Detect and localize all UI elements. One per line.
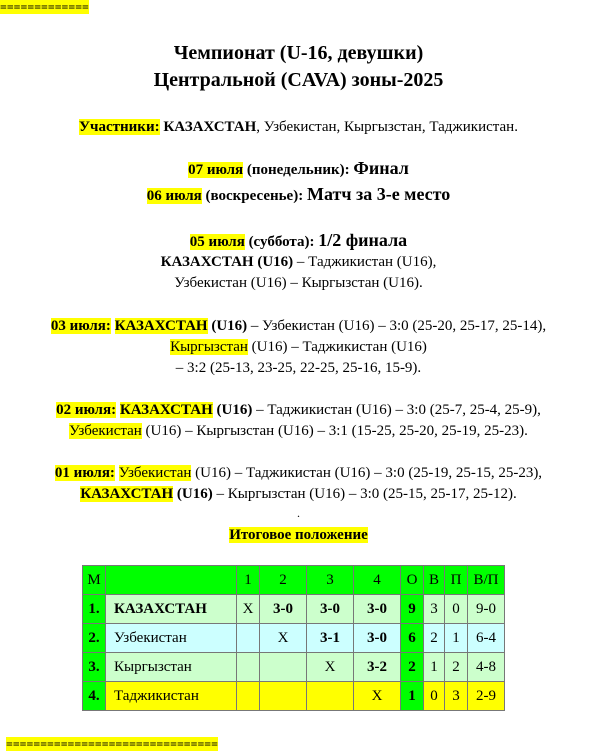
day1-l1-rest: (U16) – Таджикистан (U16) – 3:0 (25-19, 25-15, 25-23), — [191, 465, 543, 481]
row-place: 3. — [83, 653, 106, 682]
day3-line-1 — [0, 316, 597, 336]
row-cell — [260, 653, 307, 682]
row-cell — [307, 682, 354, 711]
semis-match-2: Узбекистан (U16) – Кыргызстан (U16). — [174, 275, 423, 291]
day3-kz: КАЗАХСТАН — [114, 318, 208, 334]
semis-m1-rest: – Таджикистан (U16), — [293, 254, 437, 270]
row-team: Кыргызстан — [106, 653, 237, 682]
title-line-2: Центральной (CAVA) зоны-2025 — [153, 69, 444, 91]
row-place: 1. — [83, 595, 106, 624]
row-points: 2 — [401, 653, 424, 682]
standings-table — [82, 565, 505, 711]
participants-rest: , Узбекистан, Кыргызстан, Таджикистан. — [256, 119, 518, 135]
day3-l1-rest: – Узбекистан (U16) – 3:0 (25-20, 25-17, 25-14), — [247, 318, 547, 334]
final-line — [0, 158, 597, 180]
row-cell: 3-0 — [307, 595, 354, 624]
participants-line — [0, 117, 597, 137]
day2-l2-team: Узбекистан — [69, 423, 142, 439]
row-cell: X — [260, 624, 307, 653]
row-cell: X — [307, 653, 354, 682]
day1-date: 01 июля: — [54, 465, 115, 481]
row-points: 1 — [401, 682, 424, 711]
row-wins: 0 — [424, 682, 445, 711]
day3-line-3: – 3:2 (25-13, 23-25, 22-25, 25-16, 15-9). — [175, 360, 422, 376]
day2-l2-rest: (U16) – Кыргызстан (U16) – 3:1 (15-25, 25-20, 25-19, 25-23). — [141, 423, 528, 439]
day2-l1-rest: – Таджикистан (U16) – 3:0 (25-7, 25-4, 25-9), — [252, 402, 541, 418]
day2-kz: КАЗАХСТАН — [119, 402, 213, 418]
title-line-1: Чемпионат (U-16, девушки) — [173, 42, 424, 64]
header-wins: В — [424, 566, 445, 595]
row-wins: 2 — [424, 624, 445, 653]
row-losses: 3 — [445, 682, 468, 711]
header-col-3: 3 — [307, 566, 354, 595]
day3-line-2 — [0, 337, 597, 357]
row-losses: 2 — [445, 653, 468, 682]
separator-dot: . — [297, 506, 300, 520]
row-points: 9 — [401, 595, 424, 624]
row-place: 2. — [83, 624, 106, 653]
day2-u16: (U16) — [212, 402, 253, 418]
day1-line-1 — [0, 463, 597, 483]
day1-kz: КАЗАХСТАН — [80, 486, 174, 502]
row-cell: X — [354, 682, 401, 711]
semis-match-1 — [0, 252, 597, 272]
row-sets: 6-4 — [468, 624, 505, 653]
standings-title: Итоговое положение — [229, 527, 368, 543]
semis-event: 1/2 финала — [318, 230, 408, 250]
row-points: 6 — [401, 624, 424, 653]
day3-date: 03 июля: — [50, 318, 111, 334]
day2-date: 02 июля: — [56, 402, 117, 418]
row-cell: X — [237, 595, 260, 624]
day1-u16: (U16) — [173, 486, 213, 502]
header-sets: В/П — [468, 566, 505, 595]
row-team: КАЗАХСТАН — [106, 595, 237, 624]
final-day: (понедельник): — [243, 162, 354, 178]
final-date: 07 июля — [188, 162, 244, 178]
semis-m1-team: КАЗАХСТАН (U16) — [160, 254, 294, 270]
final-event: Финал — [353, 158, 409, 178]
semis-date: 05 июля — [189, 234, 245, 250]
row-losses: 0 — [445, 595, 468, 624]
row-losses: 1 — [445, 624, 468, 653]
day1-l1-team: Узбекистан — [118, 465, 192, 481]
table-row — [83, 595, 505, 624]
day3-u16: (U16) — [207, 318, 248, 334]
bottom-decorative-line: =============================== — [6, 737, 218, 751]
row-cell: 3-2 — [354, 653, 401, 682]
third-place-line — [0, 184, 597, 206]
header-points: О — [401, 566, 424, 595]
row-cell — [260, 682, 307, 711]
third-date: 06 июля — [146, 188, 202, 204]
row-place: 4. — [83, 682, 106, 711]
day1-line-2 — [0, 484, 597, 504]
row-wins: 3 — [424, 595, 445, 624]
standings-header-row — [83, 566, 505, 595]
header-col-4: 4 — [354, 566, 401, 595]
day1-l2-rest: – Кыргызстан (U16) – 3:0 (25-15, 25-17, 25-12). — [212, 486, 517, 502]
day2-line-2 — [0, 421, 597, 441]
day3-l2-rest: (U16) – Таджикистан (U16) — [247, 339, 427, 355]
third-event: Матч за 3-е место — [306, 184, 451, 204]
day2-line-1 — [0, 400, 597, 420]
table-row — [83, 682, 505, 711]
row-wins: 1 — [424, 653, 445, 682]
row-sets: 9-0 — [468, 595, 505, 624]
row-cell — [237, 682, 260, 711]
row-cell: 3-0 — [260, 595, 307, 624]
row-team: Таджикистан — [106, 682, 237, 711]
row-team: Узбекистан — [106, 624, 237, 653]
header-place: М — [83, 566, 106, 595]
row-cell: 3-0 — [354, 624, 401, 653]
table-row — [83, 653, 505, 682]
day3-l2-team: Кыргызстан — [170, 339, 248, 355]
header-col-1: 1 — [237, 566, 260, 595]
table-row — [83, 624, 505, 653]
standings-title-line — [0, 525, 597, 545]
row-cell — [237, 653, 260, 682]
row-sets: 4-8 — [468, 653, 505, 682]
top-decorative-line: ============= — [0, 0, 89, 14]
semis-day: (суббота): — [244, 234, 319, 250]
header-losses: П — [445, 566, 468, 595]
row-cell: 3-0 — [354, 595, 401, 624]
row-cell: 3-1 — [307, 624, 354, 653]
row-cell — [237, 624, 260, 653]
header-team — [106, 566, 237, 595]
row-sets: 2-9 — [468, 682, 505, 711]
header-col-2: 2 — [260, 566, 307, 595]
participants-label: Участники: — [79, 119, 160, 135]
participant-kazakhstan: КАЗАХСТАН — [163, 119, 257, 135]
third-day: (воскресенье): — [201, 188, 307, 204]
semis-line — [0, 230, 597, 252]
